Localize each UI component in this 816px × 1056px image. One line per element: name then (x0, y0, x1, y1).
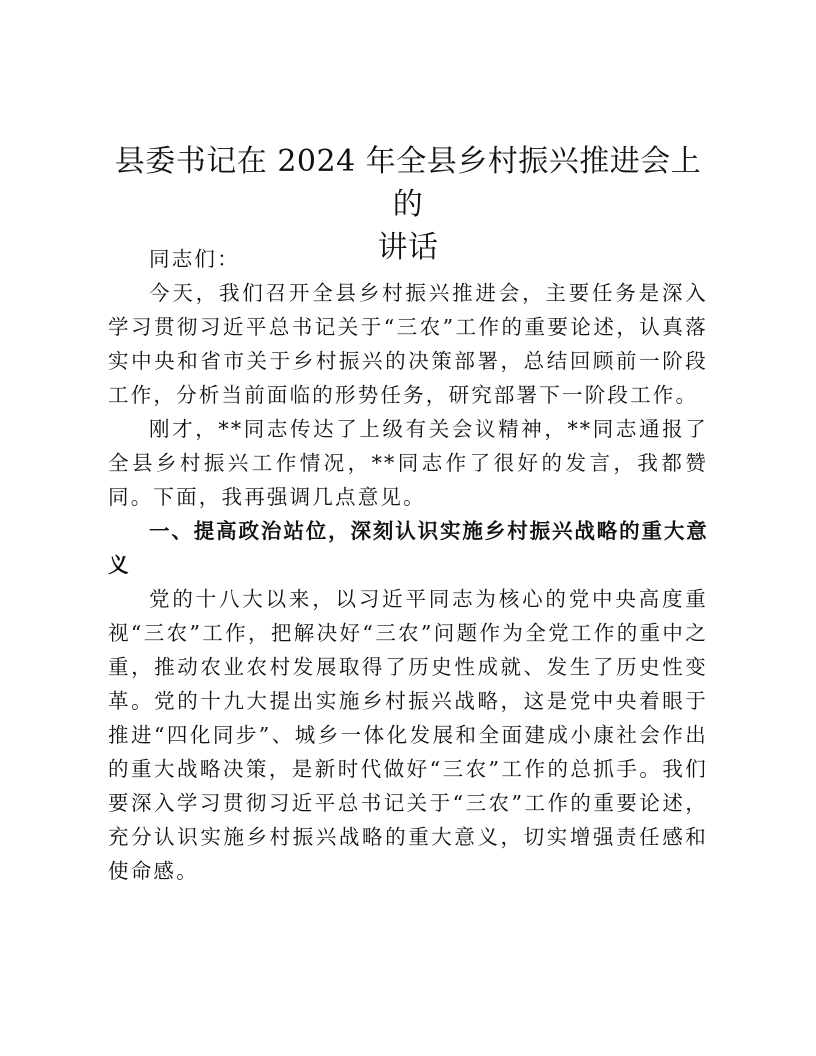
paragraph-section-1: 党的十八大以来，以习近平同志为核心的党中央高度重视“三农”工作，把解决好“三农”问题作为全党工作的重中之重，推动农业农村发展取得了历史性成就、发生了历史性变革。党的十九大提出实施乡村振兴战略，这是党中央着眼于推进“四化同步”、城乡一体化发展和全面建成小康社会作出的重大战略决策，是新时代做好“三农”工作的总抓手。我们要深入学习贯彻习近平总书记关于“三农”工作的重要论述，充分认识实施乡村振兴战略的重大意义，切实增强责任感和使命感。 (108, 587, 708, 883)
paragraph-remarks: 刚才，**同志传达了上级有关会议精神，**同志通报了全县乡村振兴工作情况，**同志作了很好的发言，我都赞同。下面，我再强调几点意见。 (108, 417, 708, 509)
title-line-2: 讲话 (377, 230, 439, 265)
salutation: 同志们： (149, 247, 240, 271)
title-line-1: 县委书记在 2024 年全县乡村振兴推进会上的 (114, 144, 702, 222)
paragraph-intro: 今天，我们召开全县乡村振兴推进会，主要任务是深入学习贯彻习近平总书记关于“三农”工作的重要论述，认真落实中央和省市关于乡村振兴的决策部署，总结回顾前一阶段工作，分析当前面临的形势任务，研究部署下一阶段工作。 (108, 281, 708, 407)
document-body (108, 242, 708, 888)
section-heading-1: 一、提高政治站位，深刻认识实施乡村振兴战略的重大意义 (108, 519, 708, 577)
